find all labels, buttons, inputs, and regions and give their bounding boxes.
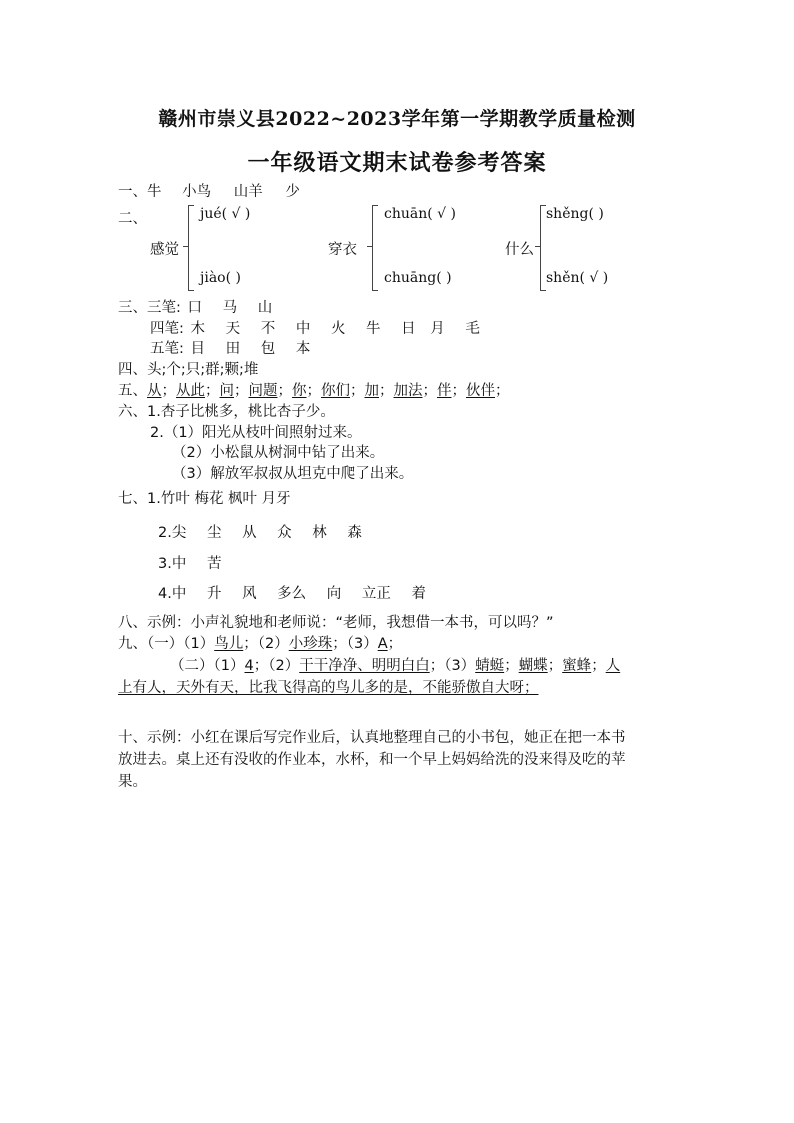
- stroke-char: 牛: [366, 321, 381, 337]
- q10-line: 果。: [118, 774, 147, 790]
- q3-label: 五笔:: [150, 341, 184, 357]
- q7-line: 七、1.竹叶 梅花 枫叶 月牙: [118, 491, 291, 507]
- bracket: [372, 205, 378, 291]
- q2-option: jué( √ ): [200, 206, 251, 222]
- q7-item: 苦: [206, 556, 222, 572]
- stroke-char: 日: [401, 321, 416, 337]
- q9-answer: 蜜蜂: [562, 658, 592, 674]
- q7-item: 多么: [277, 586, 307, 602]
- q7-line: [158, 521, 362, 542]
- q10-line: 放进去。桌上还有没收的作业本，水杯，和一个早上妈妈给洗的没来得及吃的苹: [118, 752, 626, 768]
- q6-line: （3）解放军叔叔从坦克中爬了出来。: [172, 466, 414, 482]
- q6-line: 六、1.杏子比桃多，桃比杏子少。: [118, 404, 335, 420]
- stroke-char: 包: [260, 341, 276, 357]
- q9-text: ；: [387, 636, 403, 652]
- q9-text: ；（2）: [243, 636, 289, 652]
- q5-label: 五、: [118, 383, 147, 399]
- q7-line: [158, 552, 221, 573]
- stroke-char: 木: [190, 321, 205, 337]
- bracket-notch: [367, 246, 372, 247]
- q7-item: 尘: [206, 525, 222, 541]
- bracket-notch: [183, 246, 188, 247]
- q6-line: （2）小松鼠从树洞中钻了出来。: [172, 445, 385, 461]
- q2-word: 什么: [505, 242, 534, 258]
- q7-item: 林: [312, 525, 327, 541]
- q2-option: jiào( ): [200, 270, 241, 286]
- stroke-char: 田: [225, 341, 241, 357]
- bracket-notch: [535, 246, 540, 247]
- q4-line: 四、头;个;只;群;颗;堆: [118, 362, 259, 378]
- q8-line: 八、示例：小声礼貌地和老师说：“老师，我想借一本书，可以吗？”: [118, 615, 554, 631]
- q5-line: 五、从；从此；问；问题；你；你们；加；加法；伴；伙伴；: [118, 383, 510, 399]
- q9-line-1: [118, 632, 402, 653]
- q1-item: 一、牛: [118, 184, 162, 200]
- q9-line-2: （二）（1）4；（2）干干净净、明明白白；（3）蜻蜓；蝴蝶；蜜蜂；人: [170, 658, 621, 674]
- q5-item: 伴: [437, 383, 452, 399]
- q9-text: ；（3）: [332, 636, 378, 652]
- q2-option: shěn( √ ): [546, 270, 609, 286]
- q9-answer: A: [377, 636, 388, 652]
- stroke-char: 月: [430, 321, 445, 337]
- q3-label: 四笔:: [150, 321, 184, 337]
- q7-item: 升: [206, 586, 222, 602]
- q7-item: 向: [326, 586, 342, 602]
- q9-answer: 人: [605, 658, 621, 674]
- q2-option: shěng( ): [546, 206, 604, 222]
- stroke-char: 不: [260, 321, 276, 337]
- q7-item: 着: [411, 586, 426, 602]
- q9-answer: 4: [244, 658, 254, 674]
- stroke-char: 本: [295, 341, 311, 357]
- q1-line: [118, 180, 300, 201]
- stroke-char: 口: [187, 300, 202, 316]
- bracket: [188, 205, 194, 291]
- q9-answer: 蜻蜓: [475, 658, 505, 674]
- q2-option: chuāng( ): [384, 270, 452, 286]
- q6-line: 2.（1）阳光从枝叶间照射过来。: [150, 425, 362, 441]
- q3-row-1: [118, 296, 272, 317]
- q9-answer: 蝴蝶: [518, 658, 548, 674]
- q9-text: ；（3）: [429, 658, 476, 674]
- q9-answer: 鸟儿: [214, 636, 244, 652]
- q5-item: 从此: [176, 383, 205, 399]
- q5-item: 加法: [393, 383, 423, 399]
- q5-item: 问题: [248, 383, 278, 399]
- q3-row-2: [150, 317, 480, 338]
- q2-word: 感觉: [150, 242, 179, 258]
- stroke-char: 毛: [465, 321, 480, 337]
- q10-line: 十、示例：小红在课后写完作业后，认真地整理自己的小书包，她正在把一本书: [118, 730, 626, 746]
- q5-item: 伙伴: [466, 383, 495, 399]
- q9-line-3: 上有人，天外有天，比我飞得高的鸟儿多的是，不能骄傲自大呀；: [118, 680, 539, 696]
- q7-item: 4.中: [158, 586, 187, 602]
- stroke-char: 马: [222, 300, 238, 316]
- stroke-char: 山: [257, 300, 273, 316]
- q9-text: 九、（一）（1）: [118, 636, 215, 652]
- q7-item: 风: [242, 586, 257, 602]
- q7-item: 2.尖: [158, 525, 187, 541]
- stroke-char: 火: [330, 321, 346, 337]
- q7-item: 众: [277, 525, 292, 541]
- q1-item: 少: [285, 184, 300, 200]
- q5-item: 你: [292, 383, 307, 399]
- q9-text: （二）（1）: [170, 658, 245, 674]
- q3-row-3: [150, 337, 310, 358]
- q9-answer: 干干净净、明明白白: [299, 658, 430, 674]
- q7-item: 立正: [361, 586, 391, 602]
- q5-item: 问: [219, 383, 234, 399]
- stroke-char: 中: [295, 321, 311, 337]
- document-title: 赣州市崇义县2022~2023学年第一学期教学质量检测: [158, 108, 636, 130]
- q5-item: 你们: [321, 383, 350, 399]
- q2-option: chuān( √ ): [384, 206, 456, 222]
- q2-label: 二、: [118, 211, 147, 227]
- q1-item: 山羊: [233, 184, 263, 200]
- q7-item: 森: [347, 525, 362, 541]
- q2-word: 穿衣: [328, 242, 357, 258]
- q5-item: 从: [147, 383, 162, 399]
- q7-line: [158, 582, 426, 603]
- q1-item: 小鸟: [182, 184, 212, 200]
- stroke-char: 天: [225, 321, 241, 337]
- stroke-char: 目: [190, 341, 205, 357]
- q3-label: 三、三笔:: [118, 300, 181, 316]
- q9-text: ；（2）: [253, 658, 300, 674]
- q5-item: 加: [364, 383, 379, 399]
- q7-item: 从: [242, 525, 257, 541]
- q7-item: 3.中: [158, 556, 187, 572]
- q9-answer: 小珍珠: [288, 636, 333, 652]
- document-subtitle: 一年级语文期末试卷参考答案: [247, 150, 547, 176]
